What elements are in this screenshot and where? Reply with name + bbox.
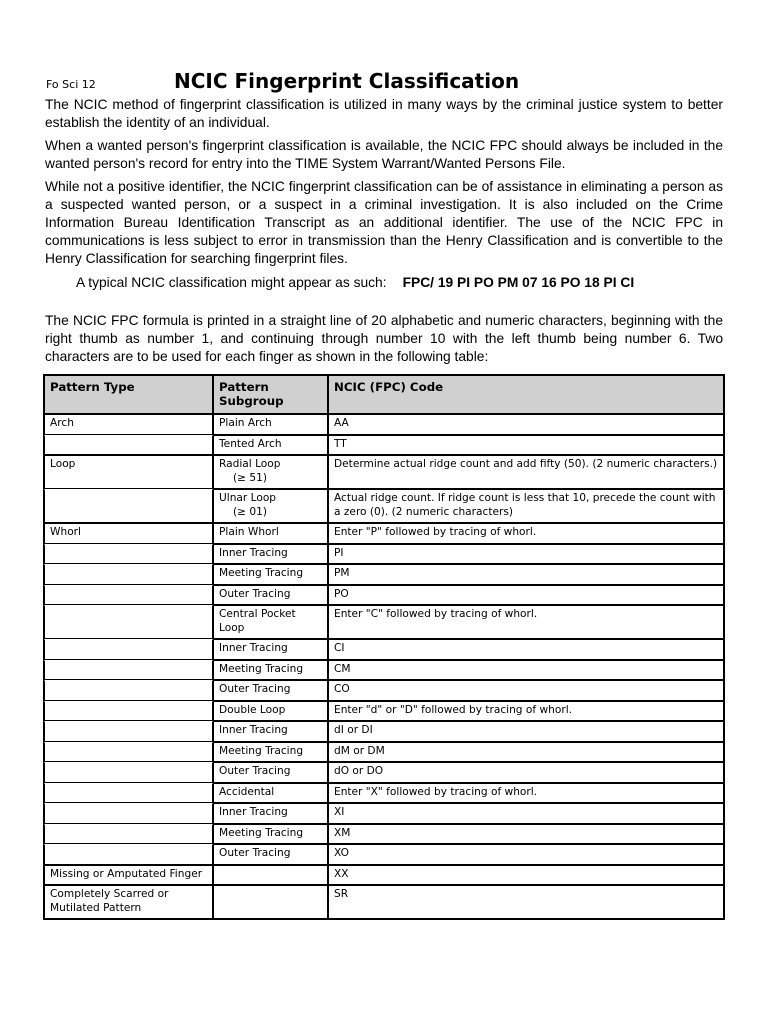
table-row bbox=[44, 824, 724, 845]
cell-pattern-type bbox=[44, 742, 213, 763]
cell-pattern-subgroup bbox=[213, 585, 328, 606]
table-row bbox=[44, 742, 724, 763]
cell-pattern-type bbox=[44, 605, 213, 639]
table-row bbox=[44, 605, 724, 639]
cell-ncic-code: Enter "d" or "D" followed by tracing of whorl. bbox=[328, 701, 724, 722]
cell-ncic-code: Determine actual ridge count and add fifty (50). (2 numeric characters.) bbox=[328, 455, 724, 489]
subgroup-range: (≥ 01) bbox=[233, 505, 267, 518]
subgroup-label: Outer Tracing bbox=[219, 587, 291, 600]
example-line bbox=[45, 274, 723, 292]
cell-pattern-type bbox=[44, 639, 213, 660]
cell-pattern-type bbox=[44, 721, 213, 742]
cell-pattern-type: Loop bbox=[44, 455, 213, 489]
cell-ncic-code: PM bbox=[328, 564, 724, 585]
paragraph-formula: The NCIC FPC formula is printed in a straight line of 20 alphabetic and numeric characters, beginning with the right thumb as number 1, and continuing through number 10 with the left thumb being number 6. Two characters are to be used for each finger as shown in the following table: bbox=[45, 313, 723, 364]
subgroup-label: Meeting Tracing bbox=[219, 567, 304, 579]
cell-pattern-subgroup bbox=[213, 885, 328, 919]
subgroup-range: (≥ 51) bbox=[233, 471, 267, 484]
subgroup-label: Meeting Tracing bbox=[219, 662, 304, 675]
table-row bbox=[44, 803, 724, 824]
cell-pattern-type bbox=[44, 803, 213, 824]
cell-ncic-code: CI bbox=[328, 639, 724, 660]
cell-ncic-code: CM bbox=[328, 660, 724, 681]
cell-pattern-subgroup bbox=[213, 605, 328, 639]
subgroup-label: Inner Tracing bbox=[219, 642, 288, 654]
cell-pattern-type bbox=[44, 544, 213, 565]
cell-ncic-code: dI or DI bbox=[328, 721, 724, 742]
cell-ncic-code: Enter "P" followed by tracing of whorl. bbox=[328, 523, 724, 544]
subgroup-label: Outer Tracing bbox=[219, 847, 291, 859]
cell-pattern-subgroup bbox=[213, 523, 328, 544]
header-pattern-subgroup: Pattern Subgroup bbox=[213, 375, 328, 414]
cell-ncic-code: Enter "C" followed by tracing of whorl. bbox=[328, 605, 724, 639]
paragraph-wanted-person: When a wanted person's fingerprint classification is available, the NCIC FPC should always be included in the wanted person's record for entry into the TIME System Warrant/Wanted Persons File. bbox=[45, 138, 723, 171]
subgroup-label: Inner Tracing bbox=[219, 546, 288, 559]
cell-pattern-type bbox=[44, 762, 213, 783]
paragraph-identifier: While not a positive identifier, the NCIC fingerprint classification can be of assistance in eliminating a person as a suspected wanted person, or a suspect in a criminal investigation. It is also included on the Crime Information Bureau Identification Transcript as an additional identifier. The use of the NCIC FPC in communications is less subject to error in transmission than the Henry Classification and is convertible to the Henry Classification for searching fingerprint files. bbox=[45, 179, 723, 266]
cell-pattern-type bbox=[44, 680, 213, 701]
table-row bbox=[44, 523, 724, 544]
cell-pattern-type bbox=[44, 783, 213, 804]
cell-pattern-subgroup bbox=[213, 660, 328, 681]
cell-pattern-type bbox=[44, 489, 213, 523]
cell-ncic-code: CO bbox=[328, 680, 724, 701]
cell-pattern-type bbox=[44, 824, 213, 845]
cell-ncic-code: TT bbox=[328, 435, 724, 456]
page-title: NCIC Fingerprint Classification bbox=[174, 69, 520, 93]
table-row bbox=[44, 489, 724, 523]
cell-pattern-type bbox=[44, 844, 213, 865]
document-header bbox=[45, 66, 723, 96]
example-code: FPC/ 19 PI PO PM 07 16 PO 18 PI CI bbox=[402, 275, 635, 290]
cell-pattern-subgroup bbox=[213, 455, 328, 489]
cell-pattern-subgroup bbox=[213, 824, 328, 845]
cell-ncic-code: Actual ridge count. If ridge count is less that 10, precede the count with a zero (0). (2 numeric characters) bbox=[328, 489, 724, 523]
cell-pattern-subgroup bbox=[213, 435, 328, 456]
cell-pattern-type bbox=[44, 701, 213, 722]
subgroup-label: Plain Whorl bbox=[219, 526, 279, 538]
table-row bbox=[44, 660, 724, 681]
subgroup-label: Double Loop bbox=[219, 703, 286, 716]
cell-pattern-type bbox=[44, 660, 213, 681]
cell-ncic-code: PO bbox=[328, 585, 724, 606]
table-row bbox=[44, 885, 724, 919]
cell-pattern-subgroup bbox=[213, 564, 328, 585]
subgroup-label: Central Pocket Loop bbox=[219, 608, 296, 634]
cell-pattern-type bbox=[44, 435, 213, 456]
cell-pattern-subgroup bbox=[213, 803, 328, 824]
cell-ncic-code: dM or DM bbox=[328, 742, 724, 763]
cell-pattern-type: Completely Scarred or Mutilated Pattern bbox=[44, 885, 213, 919]
cell-pattern-subgroup bbox=[213, 721, 328, 742]
cell-pattern-subgroup bbox=[213, 844, 328, 865]
example-lead: A typical NCIC classification might appear as such: bbox=[76, 275, 387, 290]
cell-ncic-code: SR bbox=[328, 885, 724, 919]
cell-pattern-subgroup bbox=[213, 544, 328, 565]
table-row bbox=[44, 435, 724, 456]
cell-ncic-code: XX bbox=[328, 865, 724, 886]
table-row bbox=[44, 844, 724, 865]
cell-ncic-code: XI bbox=[328, 803, 724, 824]
table-row bbox=[44, 564, 724, 585]
cell-pattern-subgroup bbox=[213, 639, 328, 660]
cell-pattern-subgroup bbox=[213, 783, 328, 804]
cell-ncic-code: Enter "X" followed by tracing of whorl. bbox=[328, 783, 724, 804]
table-body bbox=[44, 414, 724, 919]
subgroup-label: Accidental bbox=[219, 785, 275, 798]
cell-pattern-subgroup bbox=[213, 762, 328, 783]
subgroup-label: Inner Tracing bbox=[219, 724, 288, 736]
table-row bbox=[44, 414, 724, 435]
cell-ncic-code: dO or DO bbox=[328, 762, 724, 783]
table-row bbox=[44, 762, 724, 783]
table-row bbox=[44, 721, 724, 742]
cell-ncic-code: XO bbox=[328, 844, 724, 865]
cell-pattern-subgroup bbox=[213, 680, 328, 701]
cell-ncic-code: XM bbox=[328, 824, 724, 845]
table-row bbox=[44, 544, 724, 565]
table-row bbox=[44, 639, 724, 660]
subgroup-label: Plain Arch bbox=[219, 417, 272, 429]
cell-pattern-type bbox=[44, 564, 213, 585]
cell-ncic-code: PI bbox=[328, 544, 724, 565]
table-row bbox=[44, 455, 724, 489]
table-row bbox=[44, 585, 724, 606]
subgroup-label: Inner Tracing bbox=[219, 806, 288, 818]
table-row bbox=[44, 865, 724, 886]
subgroup-label: Meeting Tracing bbox=[219, 744, 304, 757]
paragraph-intro: The NCIC method of fingerprint classification is utilized in many ways by the criminal justice system to better establish the identity of an individual. bbox=[45, 97, 723, 130]
cell-pattern-type bbox=[44, 585, 213, 606]
table-row bbox=[44, 701, 724, 722]
table-row bbox=[44, 783, 724, 804]
subgroup-label: Radial Loop bbox=[219, 458, 281, 470]
cell-pattern-subgroup bbox=[213, 489, 328, 523]
subgroup-label: Tented Arch bbox=[219, 437, 282, 450]
cell-pattern-type: Missing or Amputated Finger bbox=[44, 865, 213, 886]
cell-pattern-subgroup bbox=[213, 742, 328, 763]
fpc-code-table bbox=[43, 374, 725, 920]
subgroup-label: Meeting Tracing bbox=[219, 826, 304, 839]
table-header-row bbox=[44, 375, 724, 414]
table-row bbox=[44, 680, 724, 701]
header-ncic-code: NCIC (FPC) Code bbox=[328, 375, 724, 414]
subgroup-label: Ulnar Loop bbox=[219, 492, 277, 504]
cell-pattern-subgroup bbox=[213, 865, 328, 886]
cell-pattern-type: Whorl bbox=[44, 523, 213, 544]
header-pattern-type: Pattern Type bbox=[44, 375, 213, 414]
subgroup-label: Outer Tracing bbox=[219, 683, 291, 695]
subgroup-label: Outer Tracing bbox=[219, 765, 291, 777]
cell-pattern-subgroup bbox=[213, 414, 328, 435]
document-page bbox=[45, 66, 723, 371]
cell-pattern-subgroup bbox=[213, 701, 328, 722]
cell-ncic-code: AA bbox=[328, 414, 724, 435]
course-label: Fo Sci 12 bbox=[46, 78, 96, 91]
cell-pattern-type: Arch bbox=[44, 414, 213, 435]
